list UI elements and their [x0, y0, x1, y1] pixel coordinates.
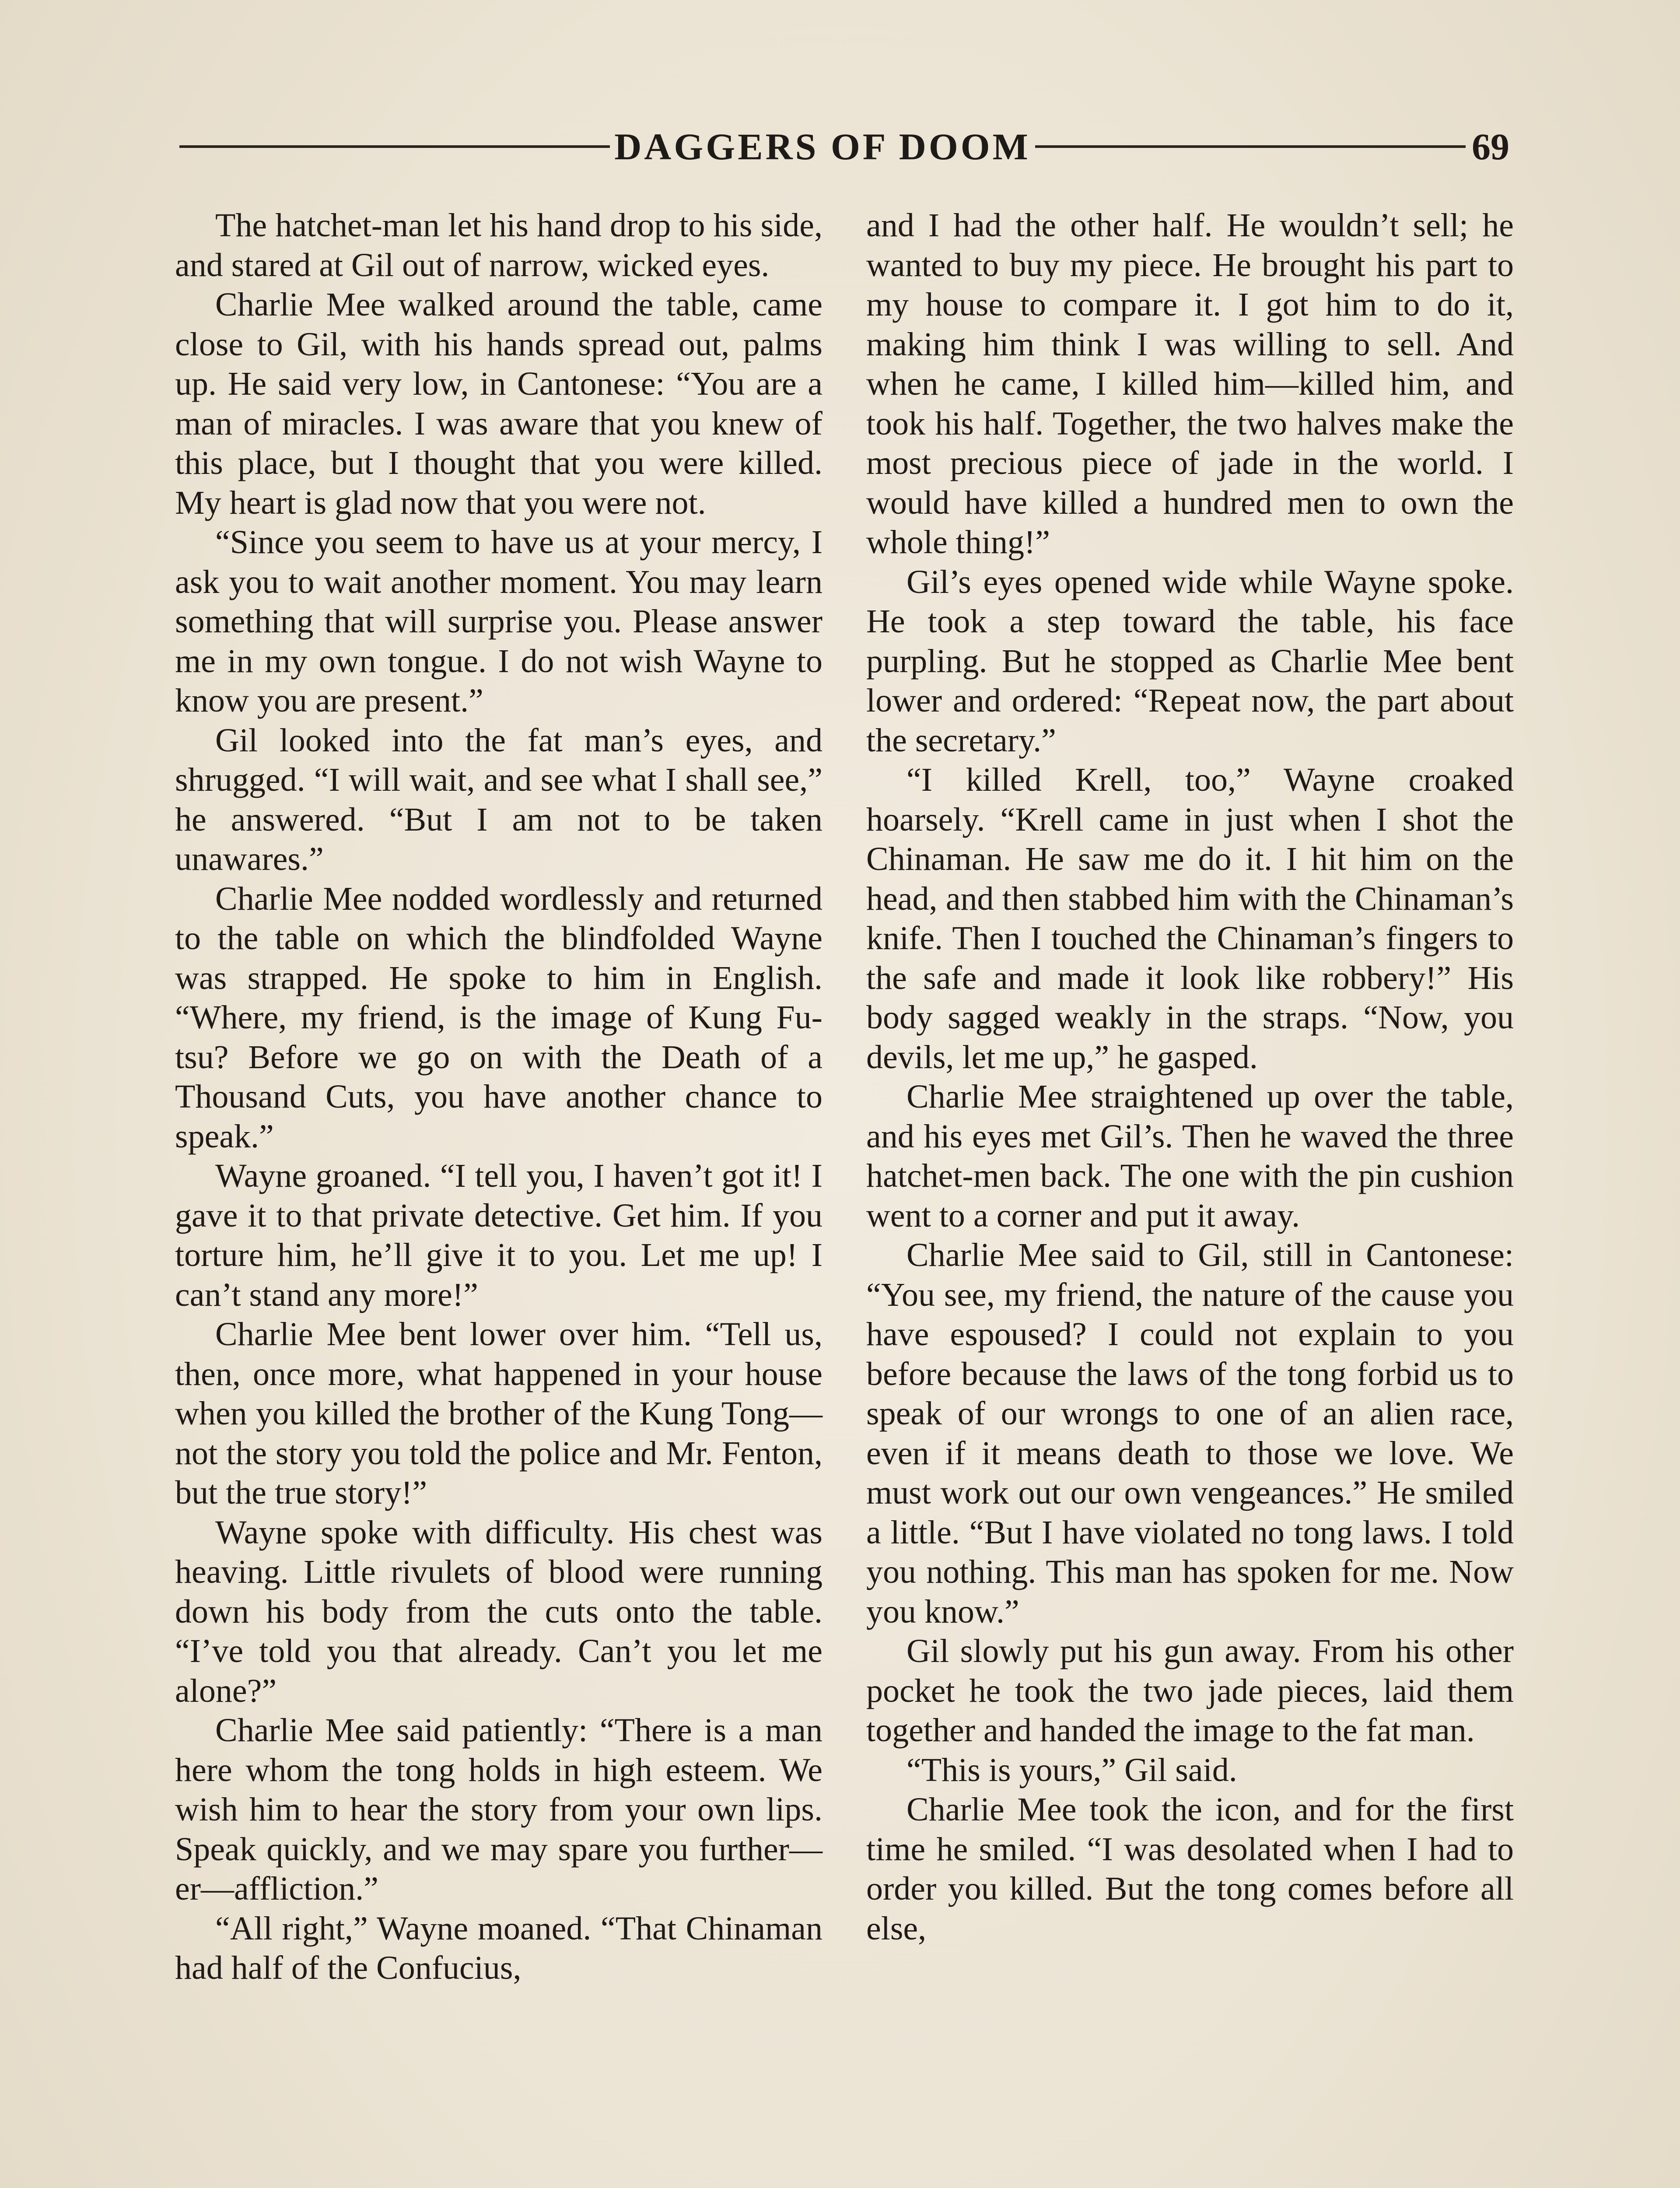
page-number: 69 [1472, 126, 1510, 168]
paragraph: “I killed Krell, too,” Wayne croaked hoarsely. “Krell came in just when I shot the Chinaman. He saw me do it. I hit him on the head, and then stabbed him with the Chinaman’s knife. Then I touched the Chinaman’s fingers to the safe and made it look like robbery!” His body sagged weakly in the straps. “Now, you devils, let me up,” he gasped. [866, 761, 1514, 1076]
paragraph: Charlie Mee said patiently: “There is a man here whom the tong holds in high esteem. We wish him to hear the story from your own lips. Speak quickly, and we may spare you further—er—affliction.” [175, 1712, 822, 1907]
paragraph: Wayne groaned. “I tell you, I haven’t got it! I gave it to that private detective. Get him. If you torture him, he’ll give it to you. Let me up! I can’t stand any more!” [175, 1157, 822, 1313]
paragraph: Gil’s eyes opened wide while Wayne spoke. He took a step toward the table, his face purpling. But he stopped as Charlie Mee bent lower and ordered: “Repeat now, the part about the secretary.” [866, 563, 1514, 759]
paragraph: Gil looked into the fat man’s eyes, and shrugged. “I will wait, and see what I shall see,” he answered. “But I am not to be taken unawares.” [175, 722, 822, 877]
paragraph: “All right,” Wayne moaned. “That Chinaman had half of the Confucius, [175, 1910, 822, 1986]
paragraph: Charlie Mee bent lower over him. “Tell us, then, once more, what happened in your house when you killed the brother of the Kung Tong—not the story you told the police and Mr. Fenton, but the true story!” [175, 1316, 822, 1511]
paragraph: Gil slowly put his gun away. From his other pocket he took the two jade pieces, laid them together and handed the image to the fat man. [866, 1633, 1514, 1749]
paragraph: Charlie Mee walked around the table, came close to Gil, with his hands spread out, palms up. He said very low, in Cantonese: “You are a man of miracles. I was aware that you knew of this place, but I thought that you were killed. My heart is glad now that you were not. [175, 286, 822, 521]
running-header [179, 123, 1509, 171]
paragraph: The hatchet-man let his hand drop to his side, and stared at Gil out of narrow, wicked eyes. [175, 207, 822, 284]
paragraph: Charlie Mee took the icon, and for the first time he smiled. “I was desolated when I had to order you killed. But the tong comes before all else, [866, 1791, 1514, 1947]
paragraph: Wayne spoke with difficulty. His chest was heaving. Little rivulets of blood were running down his body from the cuts onto the table. “I’ve told you that already. Can’t you let me alone?” [175, 1514, 822, 1709]
paragraph: “This is yours,” Gil said. [906, 1751, 1237, 1788]
text-columns [175, 206, 1514, 2188]
paragraph: “Since you seem to have us at your mercy, I ask you to wait another moment. You may learn something that will surprise you. Please answer me in my own tongue. I do not wish Wayne to know you are present.” [175, 524, 822, 719]
right-column [866, 206, 1514, 2188]
paragraph: Charlie Mee nodded wordlessly and returned to the table on which the blindfolded Wayne was strapped. He spoke to him in English. “Where, my friend, is the image of Kung Fu-tsu? Before we go on with the Death of a Thousand Cuts, you have another chance to speak.” [175, 880, 822, 1155]
story-title: DAGGERS OF DOOM [614, 126, 1031, 168]
paragraph: Charlie Mee said to Gil, still in Cantonese: “You see, my friend, the nature of the cause you have espoused? I could not explain to you before because the laws of the tong forbid us to speak of our wrongs to one of an alien race, even if it means death to those we love. We must work out our own vengeances.” He smiled a little. “But I have violated no tong laws. I told you nothing. This man has spoken for me. Now you know.” [866, 1237, 1514, 1630]
paragraph-continued: and I had the other half. He wouldn’t sell; he wanted to buy my piece. He brought his part to my house to compare it. I got him to do it, making him think I was willing to sell. And when he came, I killed him—killed him, and took his half. Together, the two halves make the most precious piece of jade in the world. I would have killed a hundred men to own the whole thing!” [866, 207, 1514, 561]
header-rule-left [179, 145, 610, 148]
header-rule-right [1035, 145, 1466, 148]
left-column [175, 206, 822, 2188]
paragraph: Charlie Mee straightened up over the table, and his eyes met Gil’s. Then he waved the three hatchet-men back. The one with the pin cushion went to a corner and put it away. [866, 1078, 1514, 1234]
